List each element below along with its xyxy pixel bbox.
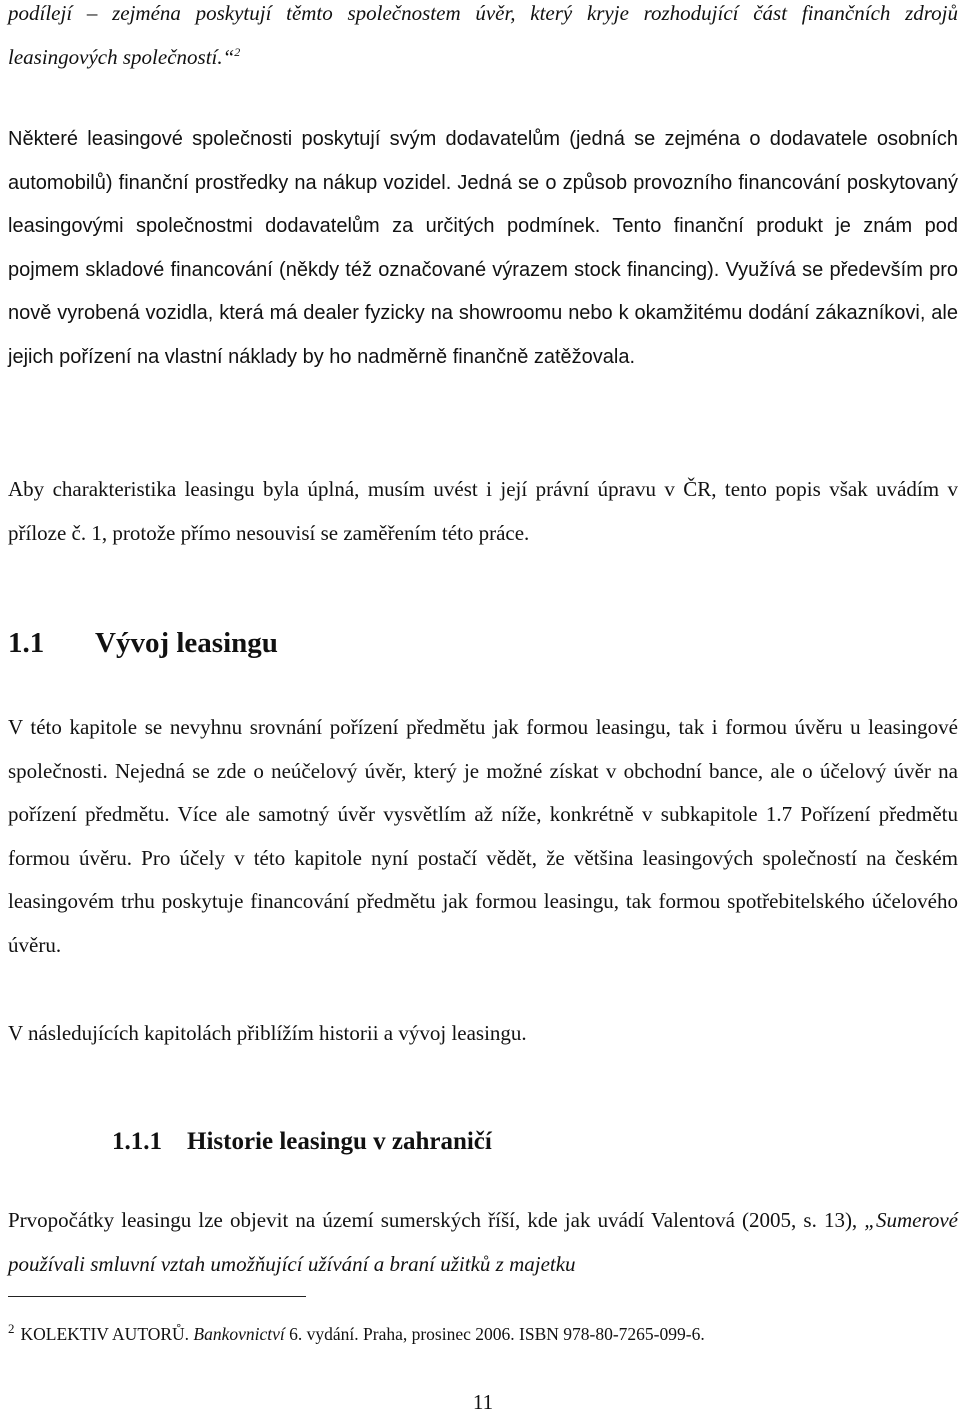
paragraph-text: Prvopočátky leasingu lze objevit na území sumerských říší, kde jak uvádí Valentová (2005, s. 13), xyxy=(8,1208,865,1232)
paragraph-text: Aby charakteristika leasingu byla úplná, musím uvést i její právní úpravu v ČR, tento popis však uvádím v příloze č. 1, protože přímo nesouvisí se zaměřením této práce. xyxy=(8,477,958,545)
footnote-authors: KOLEKTIV AUTORŮ. xyxy=(20,1324,190,1344)
page-number: 11 xyxy=(472,1390,494,1414)
section-title: Vývoj leasingu xyxy=(95,627,278,659)
paragraph-text: Některé leasingové společnosti poskytují svým dodavatelům (jedná se zejména o dodavatele osobních automobilů) finanční prostředky na nákup vozidel. Jedná se o způsob provozního financování poskytovaný leasingovými společnostmi dodavatelům za určitých podmínek. Tento finanční produkt je znám pod pojmem skladové financování (někdy též označované výrazem stock financing). Využívá se především pro nově vyrobená vozidla, která má dealer fyzicky na showroomu nebo k okamžitému dodání zákazníkovi, ale jejich pořízení na vlastní náklady by ho nadměrně finančně zatěžovala. xyxy=(8,128,958,368)
quotation-text: „Sumerové používali smluvní vztah umožňující užívání a braní užitků z majetku xyxy=(8,1208,958,1276)
footnote-separator xyxy=(8,1296,306,1297)
footnote-book-title: Bankovnictví xyxy=(193,1324,285,1344)
subsection-heading xyxy=(112,1120,492,1164)
footnote xyxy=(8,1322,705,1346)
paragraph-text: V této kapitole se nevyhnu srovnání pořízení předmětu jak formou leasingu, tak i formou úvěru u leasingové společnosti. Nejedná se zde o neúčelový úvěr, který je možné získat v obchodní bance, ale o účelový úvěr na pořízení předmětu. Více ale samotný úvěr vysvětlím až níže, konkrétně v subkapitole 1.7 Pořízení předmětu formou úvěru. Pro účely v této kapitole nyní postačí vědět, že většina leasingových společností na českém leasingovém trhu poskytuje financování předmětu jak formou leasingu, tak formou spotřebitelského účelového úvěru. xyxy=(8,715,958,957)
footnote-publication: 6. vydání. Praha, prosinec 2006. ISBN 978-80-7265-099-6. xyxy=(289,1324,705,1344)
footnote-mark: 2 xyxy=(8,1321,15,1337)
section-heading xyxy=(8,620,278,666)
paragraph-history xyxy=(8,1199,958,1286)
paragraph-text: V následujících kapitolách přiblížím historii a vývoj leasingu. xyxy=(8,1021,527,1045)
subsection-title: Historie leasingu v zahraničí xyxy=(187,1128,492,1155)
subsection-number: 1.1.1 xyxy=(112,1128,162,1155)
paragraph-legal-regulation xyxy=(8,468,958,555)
footnote-reference[interactable]: 2 xyxy=(234,44,241,59)
paragraph-chapter-intro xyxy=(8,706,958,967)
paragraph-stock-financing xyxy=(8,118,958,379)
paragraph-continuation xyxy=(8,0,958,79)
paragraph-next-chapters xyxy=(8,1012,958,1056)
paragraph-text: podílejí – zejména poskytují těmto společnostem úvěr, který kryje rozhodující část finančních zdrojů leasingových společností.“ xyxy=(8,1,958,69)
section-number: 1.1 xyxy=(8,627,45,659)
